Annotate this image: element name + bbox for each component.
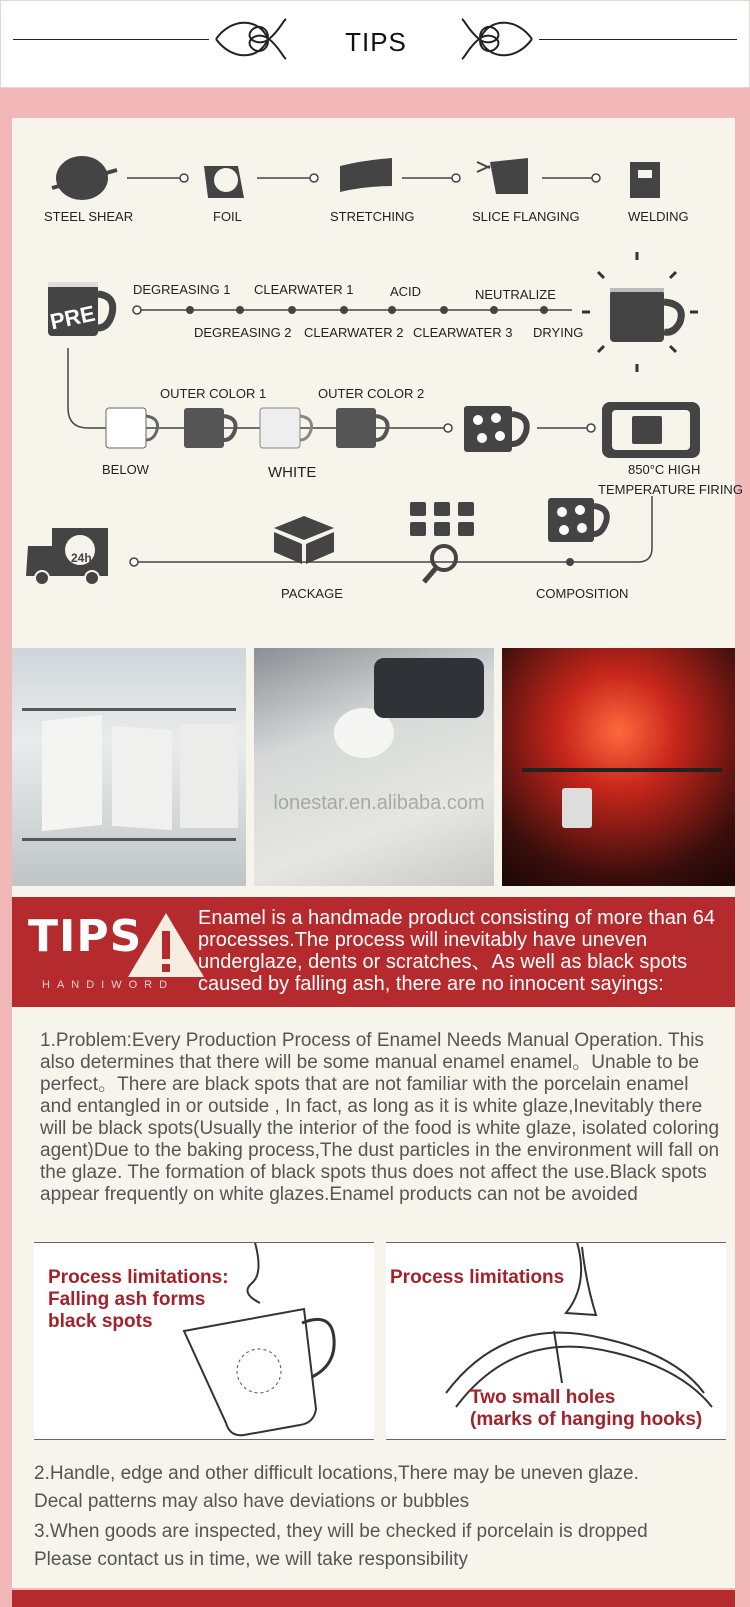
step-slice-flanging: SLICE FLANGING	[472, 209, 580, 224]
problem-1-text: 1.Problem:Every Production Process of Enamel Needs Manual Operation. This also determines that there will be some manual enamel enamel。Unable to be perfect。There are black spots that are not familiar with the porcelain enamel and entangled in or outside , In fact, as long as it is white glaze,Inevitably there will be black spots(Usually the interior of the food is white glaze, isolated coloring agent)Due to the baking process,The dust particles in the environment will fall on the glaze. The formation of black spots thus does not affect the use.Black spots appear frequently on white glazes.Enamel products can not be avoided	[40, 1030, 720, 1205]
item-2-line2: Decal patterns may also have deviations or bubbles	[34, 1491, 470, 1512]
photo-enamel-racks	[12, 648, 246, 886]
note-ash-line1: Process limitations:	[48, 1267, 229, 1288]
item-3-line2: Please contact us in time, we will take responsibility	[34, 1549, 469, 1570]
step-foil: FOIL	[213, 209, 242, 224]
ornament-left-icon	[211, 13, 291, 65]
firing-line-2: TEMPERATURE FIRING	[598, 482, 743, 497]
watermark: lonestar.en.alibaba.com	[273, 792, 485, 814]
tips-banner	[12, 897, 735, 1007]
process-flow-diagram	[12, 118, 735, 638]
header-rule-right	[539, 39, 737, 40]
photo-furnace	[502, 648, 735, 886]
step-outer-color-1: OUTER COLOR 1	[160, 386, 267, 401]
step-clearwater-2: CLEARWATER 2	[304, 325, 404, 340]
header-title: TIPS	[345, 27, 407, 57]
step-acid: ACID	[390, 284, 422, 299]
package-icon	[274, 516, 334, 564]
step-package: PACKAGE	[281, 586, 343, 601]
step-steel-shear: STEEL SHEAR	[44, 209, 134, 224]
note-box-ash	[34, 1242, 374, 1440]
step-white: WHITE	[268, 464, 317, 481]
note-ash-line2: Falling ash forms	[48, 1289, 206, 1310]
step-degreasing-2: DEGREASING 2	[194, 325, 292, 340]
note-ash-line3: black spots	[48, 1311, 153, 1332]
note-holes-line2: (marks of hanging hooks)	[470, 1409, 703, 1430]
firing-line-1: 850°C HIGH	[628, 462, 701, 477]
step-below: BELOW	[102, 462, 149, 477]
note-holes-line1: Two small holes	[470, 1387, 616, 1408]
step-composition: COMPOSITION	[536, 586, 629, 601]
ornament-right-icon	[457, 13, 537, 65]
step-clearwater-3: CLEARWATER 3	[413, 325, 513, 340]
step-welding: WELDING	[628, 209, 689, 224]
step-neutralize: NEUTRALIZE	[475, 287, 556, 302]
pre-badge: PRE	[47, 300, 98, 335]
item-2-line1: 2.Handle, edge and other difficult locations,There may be uneven glaze.	[34, 1463, 639, 1484]
step-drying: DRYING	[533, 325, 584, 340]
note-holes-title: Process limitations	[390, 1267, 565, 1288]
note-box-holes	[386, 1242, 726, 1440]
tips-header	[0, 0, 750, 88]
step-clearwater-1: CLEARWATER 1	[254, 282, 354, 297]
banner-tips-title: TIPS	[28, 911, 143, 962]
step-stretching: STRETCHING	[330, 209, 415, 224]
warning-icon	[126, 909, 206, 981]
banner-handiword: HANDIWORD	[42, 979, 175, 991]
header-rule-left	[13, 39, 209, 40]
step-outer-color-2: OUTER COLOR 2	[318, 386, 425, 401]
truck-icon	[26, 528, 108, 585]
truck-24h-badge: 24h	[71, 551, 92, 565]
banner-message: Enamel is a handmade product consisting of more than 64 processes.The process will inevitably have uneven underglaze, dents or scratches、As well as black spots caused by falling ash, there are no innocent sayings:	[198, 907, 715, 995]
bottom-bar	[12, 1590, 735, 1607]
photo-glaze-dipping	[254, 648, 494, 886]
step-degreasing-1: DEGREASING 1	[133, 282, 231, 297]
item-3-line1: 3.When goods are inspected, they will be checked if porcelain is dropped	[34, 1521, 648, 1542]
